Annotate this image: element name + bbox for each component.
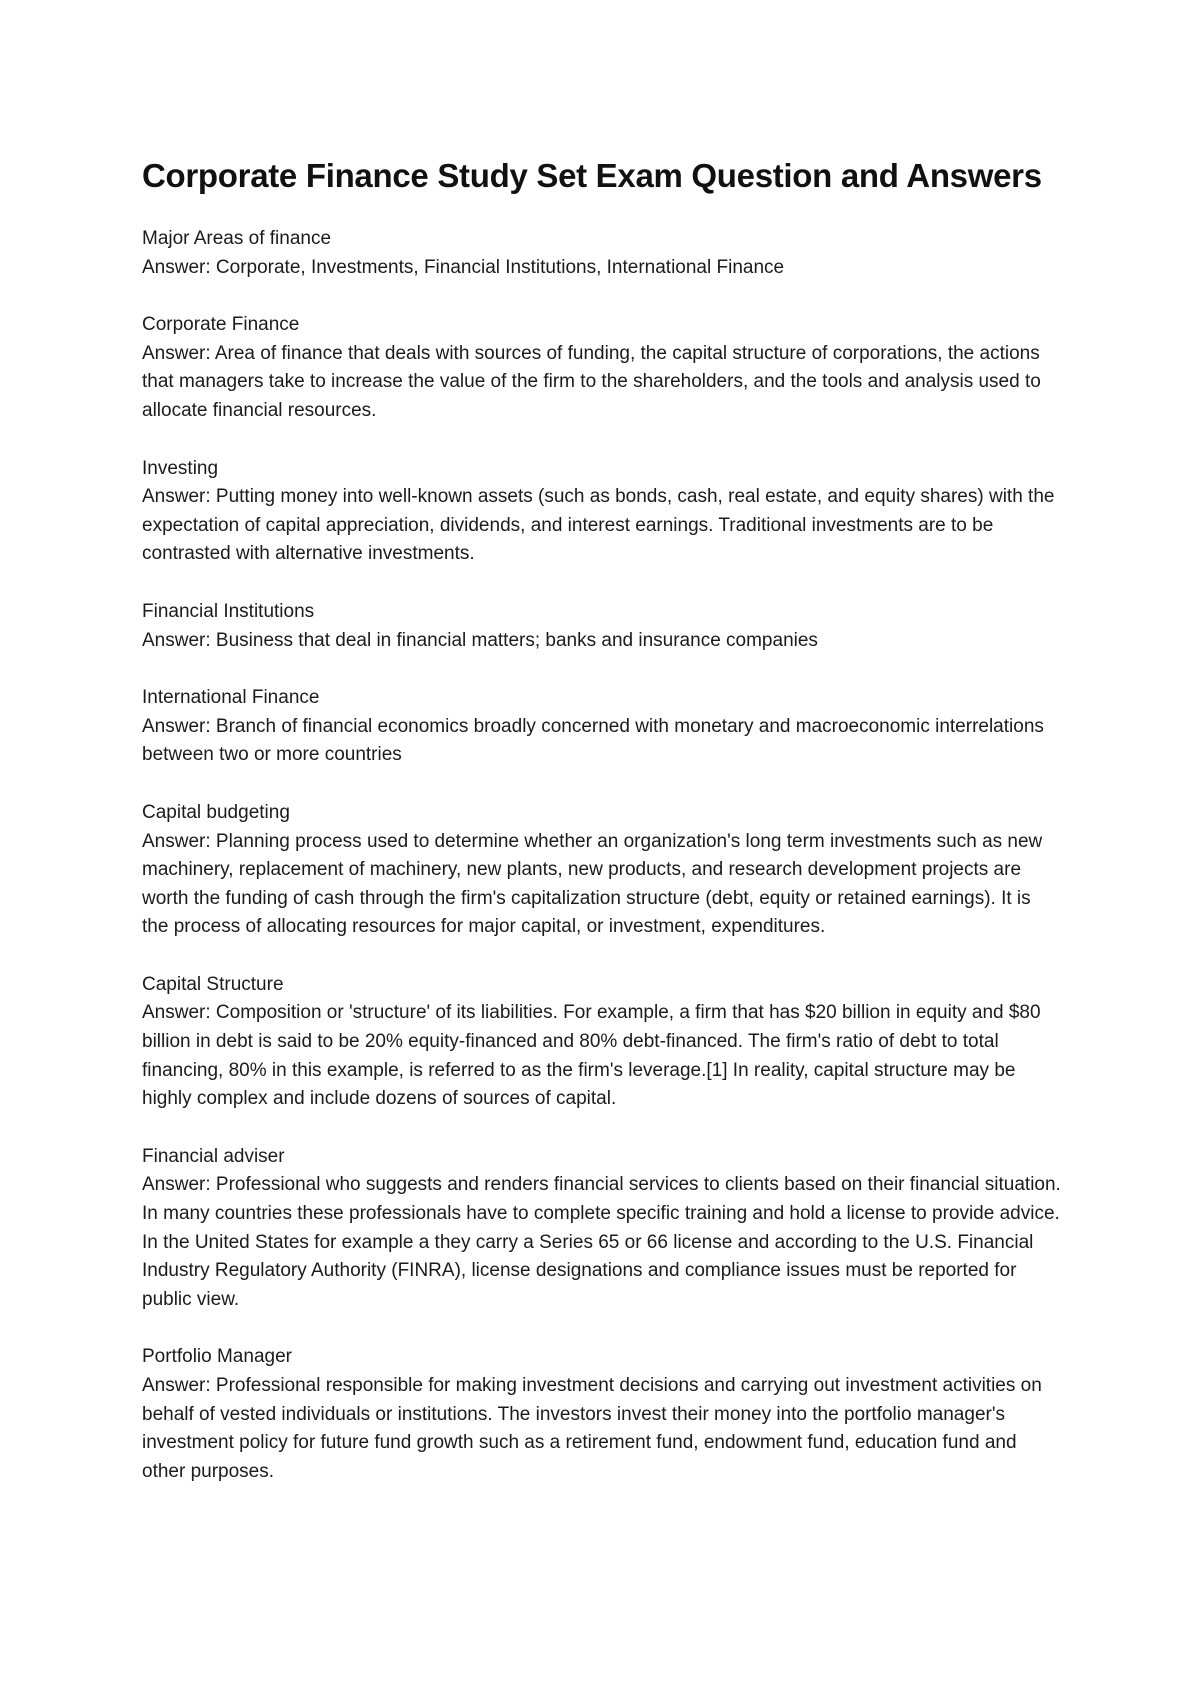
qa-answer: Answer: Branch of financial economics broadly concerned with monetary and macroeconomic interrelations between two or more countries bbox=[142, 715, 1044, 766]
qa-answer: Answer: Planning process used to determine whether an organization's long term investments such as new machinery, replacement of machinery, new plants, new products, and research development projects are worth the funding of cash through the firm's capitalization structure (debt, equity or retained earnings). It is the process of allocating resources for major capital, or investment, expenditures. bbox=[142, 830, 1043, 938]
qa-answer: Answer: Professional responsible for making investment decisions and carrying out investment activities on behalf of vested individuals or institutions. The investors invest their money into the portfolio manager's investment policy for future fund growth such as a retirement fund, endowment fund, education fund and other purposes. bbox=[142, 1375, 1042, 1482]
qa-list bbox=[142, 225, 1062, 1486]
qa-item-investing bbox=[142, 455, 1062, 569]
document-content bbox=[142, 155, 1062, 1515]
qa-term: Financial adviser bbox=[142, 1145, 285, 1167]
qa-answer: Answer: Putting money into well-known assets (such as bonds, cash, real estate, and equity shares) with the expectation of capital appreciation, dividends, and interest earnings. Traditional investments are to be contrasted with alternative investments. bbox=[142, 486, 1055, 565]
qa-item-financial-adviser bbox=[142, 1143, 1062, 1315]
qa-term: Capital Structure bbox=[142, 973, 284, 995]
qa-item-international-finance bbox=[142, 684, 1062, 770]
qa-item-portfolio-manager bbox=[142, 1343, 1062, 1486]
qa-answer: Answer: Corporate, Investments, Financial Institutions, International Finance bbox=[142, 256, 785, 278]
qa-term: Financial Institutions bbox=[142, 600, 315, 622]
qa-item-financial-institutions bbox=[142, 598, 1062, 655]
qa-answer: Answer: Professional who suggests and renders financial services to clients based on their financial situation. In many countries these professionals have to complete specific training and hold a license to provide advice. In the United States for example a they carry a Series 65 or 66 license and according to the U.S. Financial Industry Regulatory Authority (FINRA), license designations and compliance issues must be reported for public view. bbox=[142, 1174, 1061, 1310]
qa-answer: Answer: Composition or 'structure' of its liabilities. For example, a firm that has $20 billion in equity and $80 billion in debt is said to be 20% equity-financed and 80% debt-financed. The firm's ratio of debt to total financing, 80% in this example, is referred to as the firm's leverage.[1] In reality, capital structure may be highly complex and include dozens of sources of capital. bbox=[142, 1002, 1041, 1110]
document-title: Corporate Finance Study Set Exam Question and Answers bbox=[142, 157, 1042, 194]
qa-term: Major Areas of finance bbox=[142, 228, 332, 249]
qa-item-major-areas bbox=[142, 225, 1062, 282]
qa-term: Corporate Finance bbox=[142, 314, 300, 336]
qa-term: Portfolio Manager bbox=[142, 1346, 292, 1368]
qa-item-capital-budgeting bbox=[142, 799, 1062, 942]
qa-answer: Answer: Business that deal in financial matters; banks and insurance companies bbox=[142, 629, 818, 651]
qa-term: Investing bbox=[142, 457, 219, 479]
qa-item-capital-structure bbox=[142, 971, 1062, 1114]
qa-term: Capital budgeting bbox=[142, 801, 290, 823]
qa-item-corporate-finance bbox=[142, 311, 1062, 425]
qa-answer: Answer: Area of finance that deals with sources of funding, the capital structure of corporations, the actions that managers take to increase the value of the firm to the shareholders, and the tools and analysis used to allocate financial resources. bbox=[142, 342, 1041, 421]
qa-term: International Finance bbox=[142, 687, 320, 709]
